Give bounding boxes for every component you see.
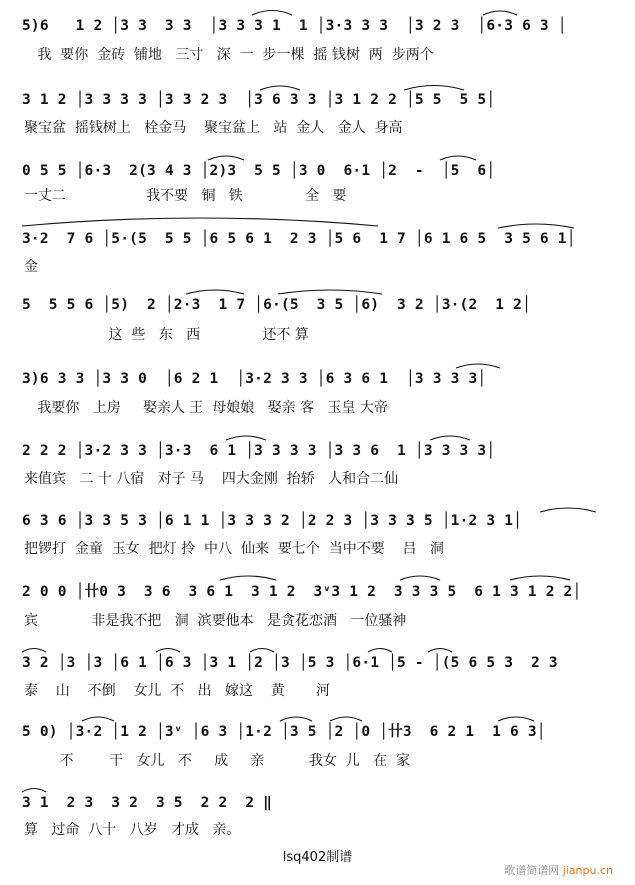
score-line-7-lyrics: 来值宾 二 十 八宿 对子 马 四大金刚 抬轿 人和合二仙 xyxy=(24,471,399,487)
score-line-3-lyrics: 一丈二 我不要 铜 铁 全 要 xyxy=(24,188,347,204)
score-line-8-lyrics: 把锣打 金童 玉女 把灯 拎 中八 仙来 要七个 当中不要 吕 洞 xyxy=(24,541,444,557)
score-line-11-lyrics: 不 干 女儿 不 成 亲 我女 儿 在 家 xyxy=(24,753,411,769)
score-line-2-lyrics: 聚宝盆 摇钱树上 栓金马 聚宝盆上 站 金人 金人 身高 xyxy=(24,120,403,136)
score-line-7-notes: 2 2 2 │3·2 3 3 │3·3 6 1 │3 3 3 3 │3 3 6 1 │3 3 3 3│ xyxy=(22,443,496,459)
score-line-11-notes: 5 0) │3·2 │1 2 │3ᵛ │6 3 │1·2 │3 5 │2 │0 │卄3 6 2 1 1 6 3│ xyxy=(22,724,546,740)
site-watermark xyxy=(504,862,613,878)
score-line-3-notes: 0 5 5 │6·3 2(3 4 3 │2)3 5 5 │3 0 6·1 │2 - │5 6│ xyxy=(22,163,496,179)
score-line-1-lyrics: 我 要你 金砖 铺地 三寸 深 一 步一棵 摇 钱树 两 步两个 xyxy=(24,47,434,63)
score-line-5-notes: 5 5 5 6 │5) 2 │2·3 1 7 │6·(5 3 5 │6) 3 2 │3·(2 1 2│ xyxy=(22,297,531,313)
score-line-8-notes: 6 3 6 │3 3 5 3 │6 1 1 │3 3 3 2 │2 2 3 │3 3 3 5 │1·2 3 1│ xyxy=(22,513,523,529)
score-line-4-notes: 3·2 7 6 │5·(5 5 5 │6 5 6 1 2 3 │5 6 1 7 │6 1 6 5 3 5 6 1│ xyxy=(22,231,576,247)
score-line-9-lyrics: 宾 非是我不把 洞 滨要他本 是贪花恋酒 一位骚神 xyxy=(24,613,407,629)
score-line-6-notes: 3)6 3 3 │3 3 0 │6 2 1 │3·2 3 3 │6 3 6 1 │3 3 3 3│ xyxy=(22,371,487,387)
score-line-1-notes: 5)6 1 2 │3 3 3 3 │3 3 3 1 1 │3·3 3 3 │3 2 3 │6·3 6 3 │ xyxy=(22,18,567,34)
score-line-6-lyrics: 我要你 上房 娶亲人 王 母娘娘 娶亲 客 玉皇 大帝 xyxy=(24,400,388,416)
score-line-5-lyrics: 这 些 东 西 还不 算 xyxy=(24,327,309,343)
watermark-site-name: 歌谱简谱网 xyxy=(504,864,560,877)
score-line-4-lyrics: 金 xyxy=(24,259,38,275)
score-line-9-notes: 2 0 0 │卄0 3 3 6 3 6 1 3 1 2 3ᵛ3 1 2 3 3 3 5 6 1 3 1 2 2│ xyxy=(22,584,582,600)
score-line-10-lyrics: 泰 山 不倒 女儿 不 出 嫁这 黄 河 xyxy=(24,683,330,699)
score-line-12-lyrics: 算 过命 八十 八岁 才成 亲。 xyxy=(24,822,241,838)
score-line-2-notes: 3 1 2 │3 3 3 3 │3 3 2 3 │3 6 3 3 │3 1 2 2 │5 5 5 5│ xyxy=(22,92,496,108)
watermark-url: jianpu.cn xyxy=(562,864,613,877)
score-credit: lsq402制谱 xyxy=(282,850,353,865)
score-line-10-notes: 3 2 │3 │3 │6 1 │6 3 │3 1 │2 │3 │5 3 │6·1 │5 - │(5 6 5 3 2 3 xyxy=(22,655,558,671)
score-line-12-notes: 3 1 2 3 3 2 3 5 2 2 2 ‖ xyxy=(22,795,273,811)
